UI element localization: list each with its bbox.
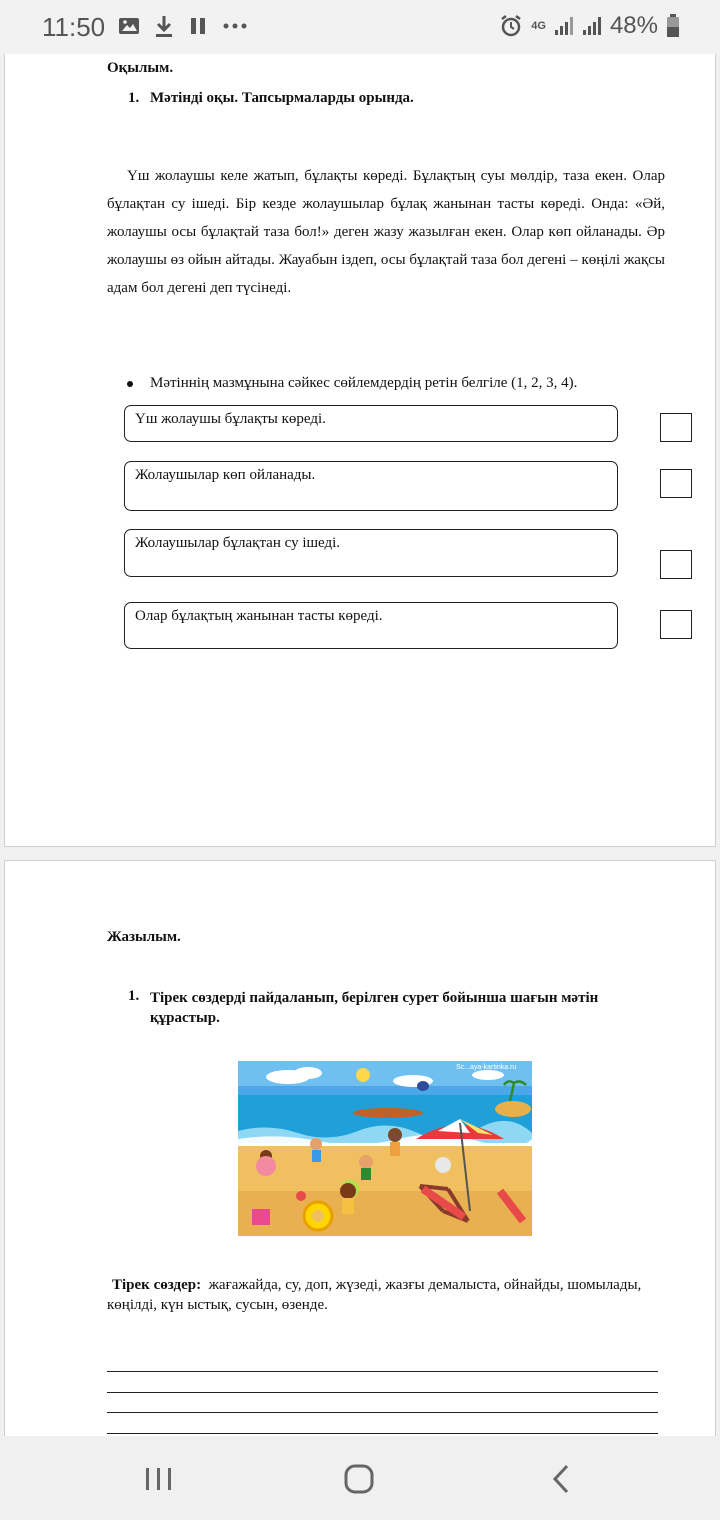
- answer-line: [107, 1371, 658, 1372]
- signal-icon-2: [582, 16, 602, 36]
- image-icon: [118, 16, 140, 36]
- answer-line: [107, 1412, 658, 1413]
- reading-section-title: Оқылым.: [107, 60, 174, 76]
- order-checkbox[interactable]: [660, 413, 692, 442]
- keywords-text: жағажайда, су, доп, жүзеді, жазғы демалыста, ойнайды, шомылады, көңілді, күн ыстық, сусын, өзенде.: [107, 1277, 642, 1313]
- network-type: 4G: [531, 20, 546, 32]
- sentence-box: Жолаушылар көп ойланады.: [124, 461, 618, 511]
- keywords-block: [107, 1275, 667, 1315]
- status-notification-icons: [118, 14, 248, 38]
- signal-icon: [554, 16, 574, 36]
- download-icon: [154, 14, 174, 38]
- task-number: 1.: [128, 90, 140, 106]
- bullet: [127, 381, 133, 387]
- task-title: Мәтінді оқы. Тапсырмаларды орында.: [150, 90, 414, 106]
- task-title: Тірек сөздерді пайдаланып, берілген сурет бойынша шағын мәтін құрастыр.: [150, 990, 599, 1026]
- order-checkbox[interactable]: [660, 550, 692, 579]
- ordering-instruction: Мәтіннің мазмұнына сәйкес сөйлемдердің ретін белгіле (1, 2, 3, 4).: [150, 375, 578, 391]
- recent-apps-icon[interactable]: [144, 1466, 174, 1492]
- alarm-icon: [499, 14, 523, 38]
- battery-icon: [666, 14, 680, 38]
- status-system-icons: [499, 12, 680, 40]
- home-icon[interactable]: [343, 1463, 375, 1495]
- beach-illustration: [238, 1061, 532, 1236]
- image-watermark: Sc...aya-kartinka.ru: [456, 1064, 517, 1071]
- navigation-bar: [0, 1436, 720, 1520]
- status-time: 11:50: [42, 12, 106, 42]
- document-page-2: [4, 860, 716, 1441]
- writing-section-title: Жазылым.: [107, 929, 181, 945]
- keywords-label: Тірек сөздер:: [112, 1277, 202, 1293]
- sentence-box: Олар бұлақтың жанынан тасты көреді.: [124, 602, 618, 649]
- pause-icon: [188, 16, 208, 36]
- sentence-box: Жолаушылар бұлақтан су ішеді.: [124, 529, 618, 577]
- document-page-1: [4, 54, 716, 847]
- answer-line: [107, 1392, 658, 1393]
- task-number: 1.: [128, 988, 140, 1004]
- order-checkbox[interactable]: [660, 610, 692, 639]
- back-icon[interactable]: [550, 1464, 572, 1494]
- more-icon: [222, 22, 248, 30]
- answer-line: [107, 1433, 658, 1434]
- status-bar: [0, 0, 720, 54]
- reading-paragraph: Үш жолаушы келе жатып, бұлақты көреді. Бұлақтың суы мөлдір, таза екен. Олар бұлақтан су ішеді. Бір кезде жолаушылар бұлақ жанынан тасты көреді. Онда: «Әй, жолаушы осы бұлақтай таза бол!» деген жазу жазылған екен. Олар көп ойланады. Әр жолаушы өз ойын айтады. Жауабын іздеп, осы бұлақтай таза бол дегені – көңілі жақсы адам бол дегені деп түсінеді.: [107, 168, 665, 296]
- order-checkbox[interactable]: [660, 469, 692, 498]
- sentence-box: Үш жолаушы бұлақты көреді.: [124, 405, 618, 442]
- battery-percent: 48%: [609, 12, 658, 39]
